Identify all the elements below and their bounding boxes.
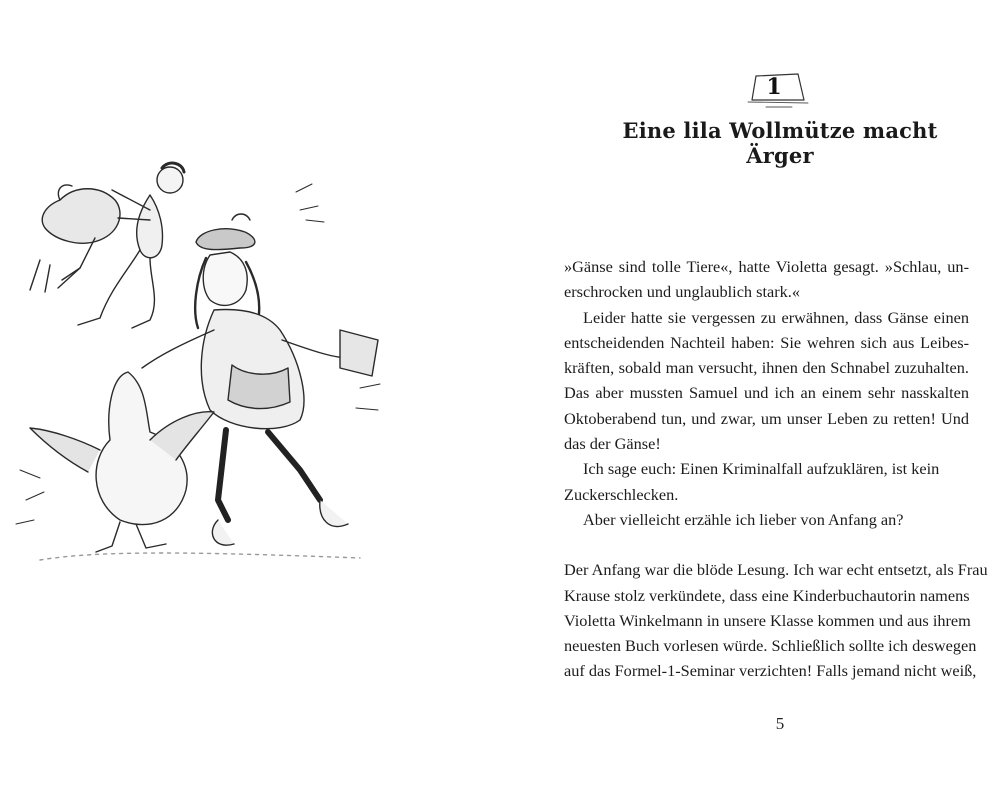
text-line: Oktoberabend tun, und zwar, um unser Leben zu retten! Und (564, 408, 969, 428)
text-line: Violetta Winkelmann in unsere Klasse kommen und aus ihrem (564, 610, 971, 630)
text-line: auf das Formel-1-Seminar verzichten! Falls jemand nicht weiß, (564, 661, 977, 681)
chapter-title: Eine lila Wollmütze macht Ärger (622, 118, 938, 168)
text-line: Ich sage euch: Einen Kriminalfall aufzuklären, ist kein (583, 459, 940, 479)
text-line: kräften, sobald man versucht, ihnen den Schnabel zuzuhalten. (564, 358, 969, 378)
chapter-illustration (0, 140, 440, 590)
text-line: Der Anfang war die blöde Lesung. Ich war echt entsetzt, als Frau (564, 560, 988, 580)
text-line: Zuckerschlecken. (564, 484, 679, 504)
page-number: 5 (775, 714, 785, 733)
paragraph-gap (564, 532, 969, 557)
text-line: neuesten Buch vorlesen würde. Schließlich sollte ich deswegen (564, 636, 977, 656)
text-line: Aber vielleicht erzähle ich lieber von Anfang an? (583, 509, 904, 529)
chapter-number: 1 (766, 74, 782, 100)
body-text (564, 254, 988, 684)
text-line: das der Gänse! (564, 434, 661, 454)
text-line: Leider hatte sie vergessen zu erwähnen, dass Gänse einen (583, 307, 969, 327)
text-line: »Gänse sind tolle Tiere«, hatte Violetta gesagt. »Schlau, un- (564, 257, 969, 276)
text-line: Das aber mussten Samuel und ich an einem sehr nasskalten (564, 383, 969, 403)
text-line: entscheidenden Nachteil haben: Sie wehren sich aus Leibes- (564, 332, 969, 352)
text-line: Krause stolz verkündete, dass eine Kinderbuchautorin namens (564, 585, 970, 605)
text-line: erschrocken und unglaublich stark.« (564, 282, 801, 302)
